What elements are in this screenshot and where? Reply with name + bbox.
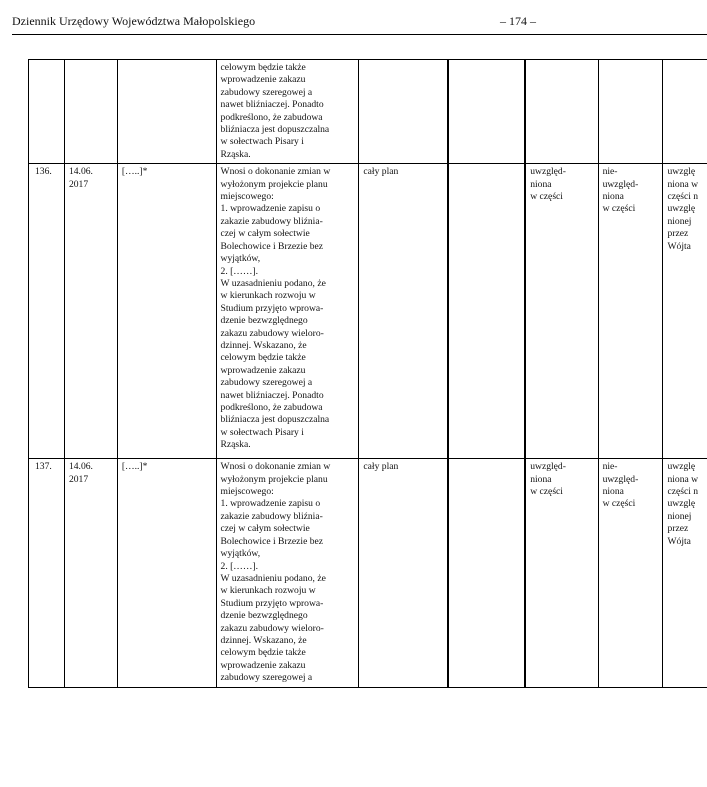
cell-content-line: nawet bliźniaczej. Ponadto (220, 99, 324, 111)
cell-content-line: w kierunkach rozwoju w (220, 585, 316, 597)
cell-content-line: wyłożonym projekcie planu (220, 473, 328, 485)
cell-date-line: 14.06. (68, 166, 93, 178)
cell-wojt-accepted (525, 459, 598, 687)
cell-content-line: 1. wprowadzenie zapisu o (220, 203, 321, 215)
cell-date-line: 2017 (68, 473, 89, 485)
cell-wojt-accepted-line: w części (530, 486, 563, 498)
cell-content-line: celowym będzie także (220, 62, 306, 73)
cell-content-line: celowym będzie także (220, 647, 306, 659)
cell-content-line: zabudowy szeregowej a (220, 86, 313, 98)
cell-number (29, 60, 65, 164)
cell-wojt-accepted (525, 164, 598, 459)
cell-content-line: Wnosi o dokonanie zmian w (220, 166, 331, 178)
cell-content (216, 164, 359, 459)
cell-number-text: 136. (35, 166, 52, 178)
cell-content-line: wyjątków, (220, 253, 261, 265)
cell-content-line: Rząska. (220, 439, 251, 451)
cell-content-line: bliźniacza jest dopuszczalna (220, 414, 330, 426)
cell-name (117, 164, 216, 459)
cell-content-line: miejscowego: (220, 486, 274, 498)
cell-content-line: zabudowy szeregowej a (220, 672, 313, 684)
cell-wojt-accepted-line: uwzględ- (530, 166, 566, 178)
cell-wojt-rejected-line: niona (602, 191, 624, 203)
cell-content-line: wyłożonym projekcie planu (220, 178, 328, 190)
cell-wojt-rejected-line: niona (602, 486, 624, 498)
cell-number-text: 137. (35, 461, 52, 473)
cell-number (29, 459, 65, 687)
cell-council-decision-line: Wójta (667, 535, 691, 547)
cell-wojt-rejected-line: uwzględ- (602, 473, 639, 485)
cell-content-line: zabudowy szeregowej a (220, 377, 313, 389)
cell-notes (448, 164, 526, 459)
cell-content-line: w sołectwach Pisary i (220, 426, 304, 438)
cell-content-line: dzinnej. Wskazano, że (220, 634, 307, 646)
page-header (12, 14, 707, 34)
cell-name (117, 459, 216, 687)
cell-wojt-rejected-line: w części (602, 203, 636, 215)
cell-content-line: W uzasadnieniu podano, że (220, 572, 326, 584)
cell-wojt-rejected-line: nie- (602, 461, 618, 473)
cell-area (359, 459, 448, 687)
cell-content-line: Bolechowice i Brzezie bez (220, 240, 324, 252)
cell-content-line: podkreślono, że zabudowa (220, 111, 323, 123)
cell-content-line: 2. [……]. (220, 265, 259, 277)
cell-council-decision-line: nionej (667, 510, 692, 522)
cell-content-line: miejscowego: (220, 191, 274, 203)
cell-council-decision-line: uwzglę (667, 461, 696, 473)
cell-content-line: Studium przyjęto wprowa- (220, 302, 324, 314)
cell-content-line: dzenie bezwzględnego (220, 610, 308, 622)
cell-content (216, 60, 359, 164)
cell-content-line: wprowadzenie zakazu (220, 364, 306, 376)
cell-council-decision (663, 60, 707, 164)
cell-content-line: zakazu zabudowy wieloro- (220, 622, 324, 634)
cell-council-decision-line: niona w (667, 178, 699, 190)
cell-content-line: czej w całym sołectwie (220, 228, 310, 240)
cell-content-line: Rząska. (220, 148, 251, 160)
cell-content-line: celowym będzie także (220, 352, 306, 364)
cell-area-text: cały plan (363, 461, 399, 473)
cell-council-decision-line: uwzglę (667, 166, 696, 178)
cell-content-line: w kierunkach rozwoju w (220, 290, 316, 302)
cell-council-decision-line: części n (667, 191, 699, 203)
cell-content-line: czej w całym sołectwie (220, 523, 310, 535)
cell-council-decision-line: przez (667, 523, 689, 535)
cell-council-decision (663, 164, 707, 459)
cell-date-line: 2017 (68, 178, 89, 190)
cell-content-line: Studium przyjęto wprowa- (220, 597, 324, 609)
cell-area-text: cały plan (363, 166, 399, 178)
cell-council-decision-line: uwzglę (667, 203, 696, 215)
cell-content-line: W uzasadnieniu podano, że (220, 277, 326, 289)
cell-name-text: […..]* (121, 461, 148, 473)
cell-wojt-accepted-line: uwzględ- (530, 461, 566, 473)
cell-content (216, 459, 359, 687)
cell-name (117, 60, 216, 164)
cell-wojt-rejected-line: w części (602, 498, 636, 510)
journal-title: Dziennik Urzędowy Województwa Małopolskiego (12, 14, 256, 28)
cell-wojt-rejected (598, 60, 663, 164)
cell-name-text: […..]* (121, 166, 148, 178)
cell-content-line: w sołectwach Pisary i (220, 136, 304, 148)
cell-wojt-accepted-line: w części (530, 191, 563, 203)
cell-content-line: dzinnej. Wskazano, że (220, 339, 307, 351)
cell-content-line: wyjątków, (220, 548, 261, 560)
cell-date-line: 14.06. (68, 461, 93, 473)
cell-wojt-accepted-line: niona (530, 473, 552, 485)
cell-council-decision-line: nionej (667, 215, 692, 227)
cell-area (359, 164, 448, 459)
cell-content-line: wprowadzenie zakazu (220, 659, 306, 671)
cell-council-decision-line: przez (667, 228, 689, 240)
cell-content-line: 2. [……]. (220, 560, 259, 572)
table-row (29, 459, 707, 687)
cell-council-decision-line: niona w (667, 473, 699, 485)
cell-content-line: 1. wprowadzenie zapisu o (220, 498, 321, 510)
cell-content-line: zakazu zabudowy wieloro- (220, 327, 324, 339)
page-number: – 174 – (500, 14, 536, 28)
table-row (29, 60, 707, 164)
cell-wojt-accepted-line: niona (530, 178, 552, 190)
cell-date (64, 459, 117, 687)
header-rule (12, 34, 707, 35)
cell-content-line: nawet bliźniaczej. Ponadto (220, 389, 324, 401)
cell-wojt-rejected-line: uwzględ- (602, 178, 639, 190)
cell-council-decision (663, 459, 707, 687)
cell-content-line: zakazie zabudowy bliźnia- (220, 215, 323, 227)
cell-wojt-accepted (525, 60, 598, 164)
cell-council-decision-line: Wójta (667, 240, 691, 252)
cell-council-decision-line: części n (667, 486, 699, 498)
cell-council-decision-line: uwzglę (667, 498, 696, 510)
cell-wojt-rejected (598, 459, 663, 687)
cell-notes (448, 459, 526, 687)
cell-content-line: Bolechowice i Brzezie bez (220, 535, 324, 547)
cell-area (359, 60, 448, 164)
cell-content-line: dzenie bezwzględnego (220, 315, 308, 327)
cell-notes (448, 60, 526, 164)
cell-date (64, 60, 117, 164)
table-row (29, 164, 707, 459)
cell-date (64, 164, 117, 459)
cell-number (29, 164, 65, 459)
cell-content-line: zakazie zabudowy bliźnia- (220, 510, 323, 522)
comments-table (28, 59, 707, 688)
cell-content-line: wprowadzenie zakazu (220, 74, 306, 86)
cell-content-line: Wnosi o dokonanie zmian w (220, 461, 331, 473)
cell-content-line: bliźniacza jest dopuszczalna (220, 124, 330, 136)
cell-wojt-rejected-line: nie- (602, 166, 618, 178)
cell-wojt-rejected (598, 164, 663, 459)
cell-content-line: podkreślono, że zabudowa (220, 401, 323, 413)
